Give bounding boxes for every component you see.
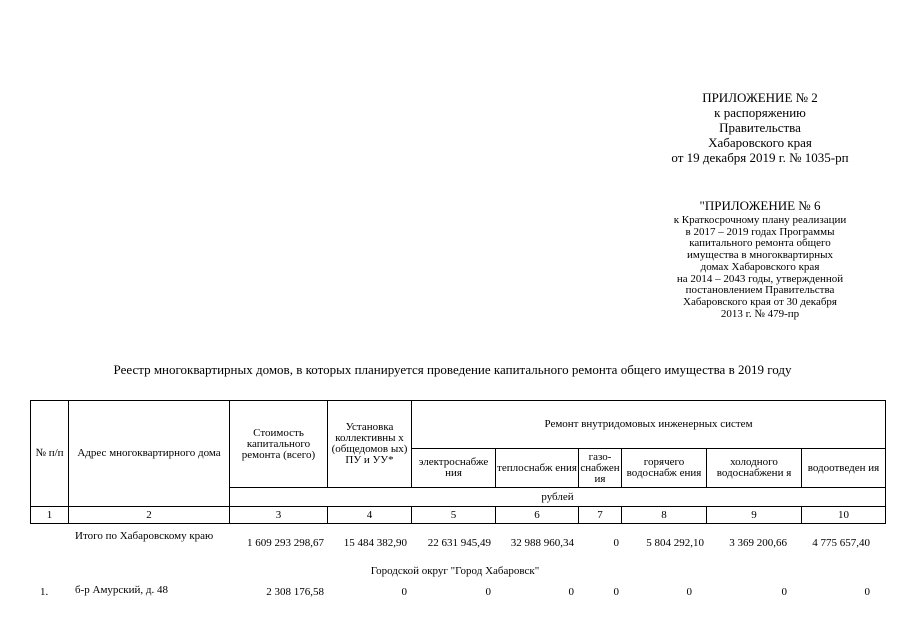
header-repair-group: Ремонт внутридомовых инженерных систем <box>412 401 886 449</box>
total-label: Итого по Хабаровскому краю <box>75 530 214 542</box>
appendix-6-line: капитального ремонта общего <box>689 237 831 250</box>
header-cost: Стоимость капитального ремонта (всего) <box>230 401 328 488</box>
row-meters: 0 <box>401 586 407 598</box>
row-cost: 2 308 176,58 <box>266 586 324 598</box>
row-electro: 0 <box>485 586 491 598</box>
row-gas: 0 <box>613 586 619 598</box>
col-number: 4 <box>328 507 412 524</box>
header-sewer: водоотведен ия <box>802 449 886 488</box>
appendix-2-line: Хабаровского края <box>708 135 812 150</box>
appendix-6-line: Хабаровского края от 30 декабря <box>683 295 837 308</box>
appendix-6-line: к Краткосрочному плану реализации <box>673 214 847 226</box>
appendix-6-title: "ПРИЛОЖЕНИЕ № 6 <box>699 198 821 213</box>
col-number: 8 <box>622 507 707 524</box>
appendix-6-header <box>640 198 880 320</box>
total-coldwater: 3 369 200,66 <box>729 537 787 549</box>
appendix-2-line: к распоряжению <box>714 105 806 120</box>
appendix-6-line: на 2014 – 2043 годы, утвержденной <box>676 272 844 285</box>
total-electro: 22 631 945,49 <box>427 537 491 549</box>
header-gas: газо-снабжен ия <box>579 449 622 488</box>
total-cost: 1 609 293 298,67 <box>247 537 324 549</box>
col-number: 10 <box>802 507 886 524</box>
header-address: Адрес многоквартирного дома <box>69 401 230 507</box>
row-num: 1. <box>40 586 49 598</box>
appendix-6-line: имущества в многоквартирных <box>687 249 833 262</box>
row-sewer: 0 <box>864 586 870 598</box>
total-gas: 0 <box>613 537 619 549</box>
header-electro: электроснабже ния <box>412 449 496 488</box>
row-address: б-р Амурский, д. 48 <box>75 584 169 596</box>
appendix-2-line: ПРИЛОЖЕНИЕ № 2 <box>702 90 818 105</box>
appendix-6-line: постановлением Правительства <box>685 284 835 297</box>
col-number: 1 <box>31 507 69 524</box>
row-hotwater: 0 <box>686 586 692 598</box>
header-meters: Установка коллективны х (общедомов ых) ПУ и УУ* <box>328 401 412 488</box>
header-coldwater: холодного водоснабжени я <box>707 449 802 488</box>
total-sewer: 4 775 657,40 <box>812 537 870 549</box>
document-title: Реестр многоквартирных домов, в которых планируется проведение капитального ремонта общего имущества в 2019 году <box>113 362 792 377</box>
appendix-2-line: Правительства <box>719 120 801 135</box>
appendix-2-header <box>640 90 880 165</box>
section-heading: Городской округ "Город Хабаровск" <box>370 565 540 577</box>
col-number: 7 <box>579 507 622 524</box>
col-number: 3 <box>230 507 328 524</box>
col-number: 5 <box>412 507 496 524</box>
appendix-6-line: домах Хабаровского края <box>700 260 820 273</box>
row-heat: 0 <box>568 586 574 598</box>
header-hotwater: горячего водоснабж ения <box>622 449 707 488</box>
row-coldwater: 0 <box>781 586 787 598</box>
col-number: 9 <box>707 507 802 524</box>
total-meters: 15 484 382,90 <box>343 537 407 549</box>
header-units: рублей <box>230 488 886 507</box>
register-table-header <box>30 400 886 524</box>
appendix-6-line: 2013 г. № 479-пр <box>720 307 800 320</box>
col-number: 2 <box>69 507 230 524</box>
total-heat: 32 988 960,34 <box>510 537 574 549</box>
appendix-2-line: от 19 декабря 2019 г. № 1035-рп <box>671 150 849 165</box>
total-hotwater: 5 804 292,10 <box>646 537 704 549</box>
header-num: № п/п <box>31 401 69 507</box>
header-heat: теплоснабж ения <box>496 449 579 488</box>
col-number: 6 <box>496 507 579 524</box>
appendix-6-line: в 2017 – 2019 годах Программы <box>685 225 835 238</box>
